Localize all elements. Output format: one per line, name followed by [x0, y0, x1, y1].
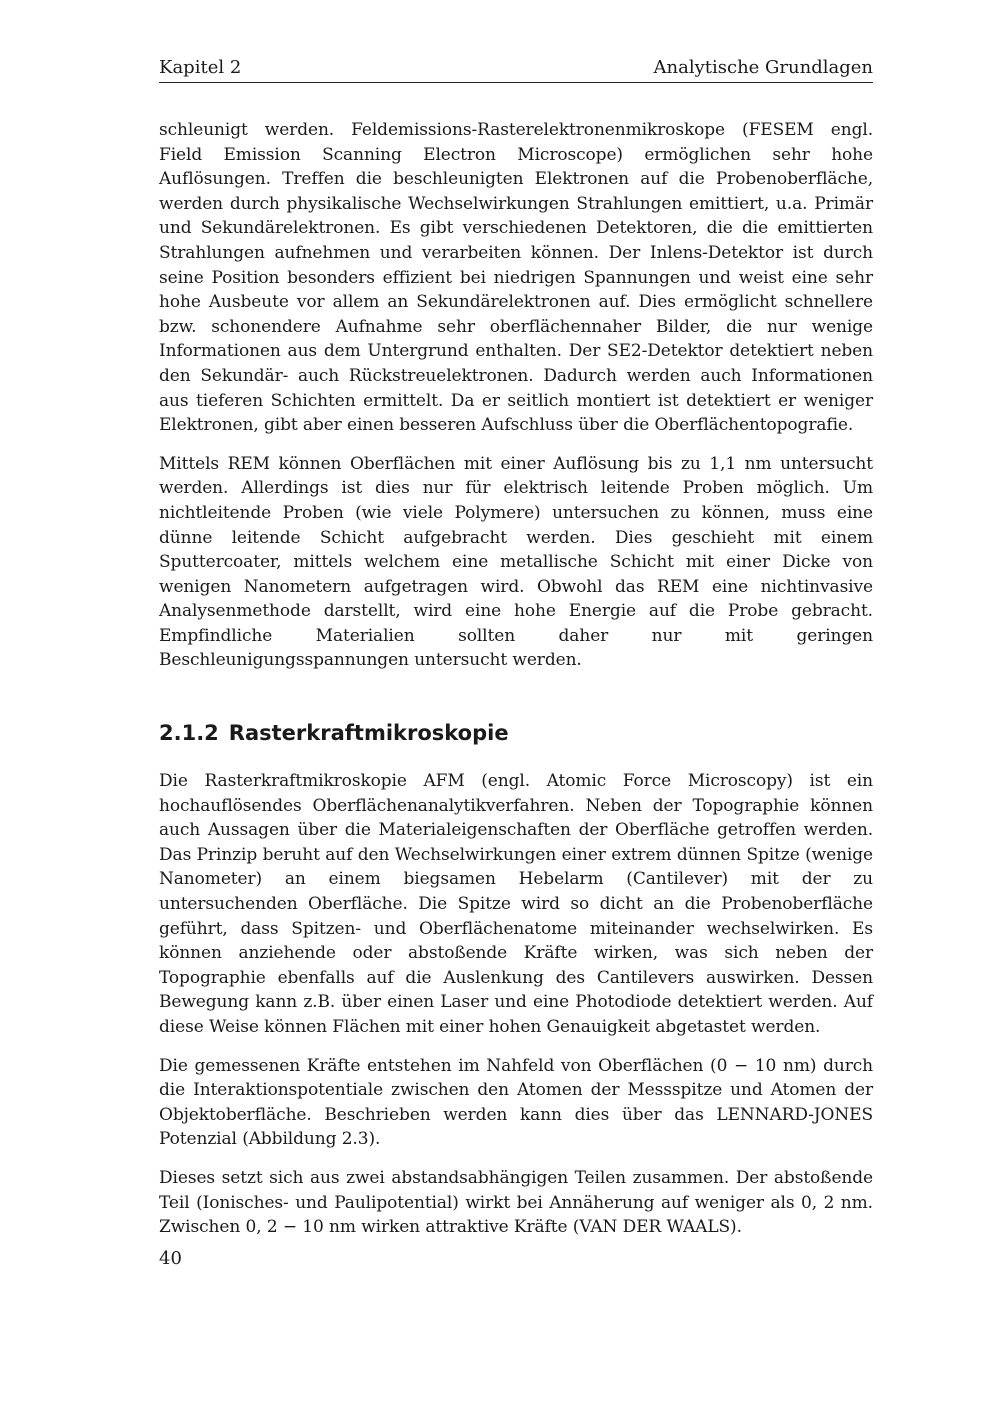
- section-title: Rasterkraftmikroskopie: [228, 721, 509, 746]
- page-body: [159, 118, 873, 1254]
- paragraph: Die gemessenen Kräfte entstehen im Nahfeld von Oberflächen (0 − 10 nm) durch die Interaktionspotentiale zwischen den Atomen der Messspitze und Atomen der Objektoberfläche. Beschrieben werden kann dies über das LENNARD-JONES Potenzial (Abbildung 2.3).: [159, 1055, 873, 1150]
- page-number: 40: [159, 1248, 182, 1269]
- chapter-label: Kapitel 2: [159, 57, 242, 78]
- chapter-title: Analytische Grundlagen: [653, 57, 873, 78]
- paragraph: Mittels REM können Oberflächen mit einer Auflösung bis zu 1,1 nm untersucht werden. Allerdings ist dies nur für elektrisch leitende Proben möglich. Um nichtleitende Proben (wie viele Polymere) untersuchen zu können, muss eine dünne leitende Schicht aufgebracht werden. Dies geschieht mit einem Sputtercoater, mittels welchem eine metallische Schicht mit einer Dicke von wenigen Nanometern aufgetragen wird. Obwohl das REM eine nichtinvasive Analysenmethode darstellt, wird eine hohe Energie auf die Probe gebracht. Empfindliche Materialien sollten daher nur mit geringen Beschleunigungsspannungen untersucht werden.: [159, 453, 873, 671]
- paragraph: schleunigt werden. Feldemissions-Rasterelektronenmikroskope (FESEM engl. Field Emission Scanning Electron Microscope) ermöglichen sehr hohe Auflösungen. Treffen die beschleunigten Elektronen auf die Probenoberfläche, werden durch physikalische Wechselwirkungen Strahlungen emittiert, u.a. Primär und Sekundärelektronen. Es gibt verschiedenen Detektoren, die die emittierten Strahlungen aufnehmen und verarbeiten können. Der Inlens-Detektor ist durch seine Position besonders effizient bei niedrigen Spannungen und weist eine sehr hohe Ausbeute vor allem an Sekundärelektronen auf. Dies ermöglicht schnellere bzw. schonendere Aufnahme sehr oberflächennaher Bilder, die nur wenige Informationen aus dem Untergrund enthalten. Der SE2-Detektor detektiert neben den Sekundär- auch Rückstreuelektronen. Dadurch werden auch Informationen aus tieferen Schichten ermittelt. Da er seitlich montiert ist detektiert er weniger Elektronen, gibt aber einen besseren Aufschluss über die Oberflächentopografie.: [159, 120, 873, 436]
- running-header: [159, 56, 873, 83]
- section-number: 2.1.2: [159, 721, 219, 746]
- section-heading: [159, 719, 873, 747]
- paragraph: Die Rasterkraftmikroskopie AFM (engl. Atomic Force Microscopy) ist ein hochauflösendes Oberflächenanalytikverfahren. Neben der Topographie können auch Aussagen über die Materialeigenschaften der Oberfläche getroffen werden. Das Prinzip beruht auf den Wechselwirkungen einer extrem dünnen Spitze (wenige Nanometer) an einem biegsamen Hebelarm (Cantilever) mit der zu untersuchenden Oberfläche. Die Spitze wird so dicht an die Probenoberfläche geführt, dass Spitzen- und Oberflächenatome miteinander wechselwirken. Es können anziehende oder abstoßende Kräfte wirken, was sich neben der Topographie ebenfalls auf die Auslenkung des Cantilevers auswirken. Dessen Bewegung kann z.B. über einen Laser und eine Photodiode detektiert werden. Auf diese Weise können Flächen mit einer hohen Genauigkeit abgetastet werden.: [159, 771, 873, 1037]
- paragraph: Dieses setzt sich aus zwei abstandsabhängigen Teilen zusammen. Der abstoßende Teil (Ionisches- und Paulipotential) wirkt bei Annäherung auf weniger als 0, 2 nm. Zwischen 0, 2 − 10 nm wirken attraktive Kräfte (VAN DER WAALS).: [159, 1167, 873, 1238]
